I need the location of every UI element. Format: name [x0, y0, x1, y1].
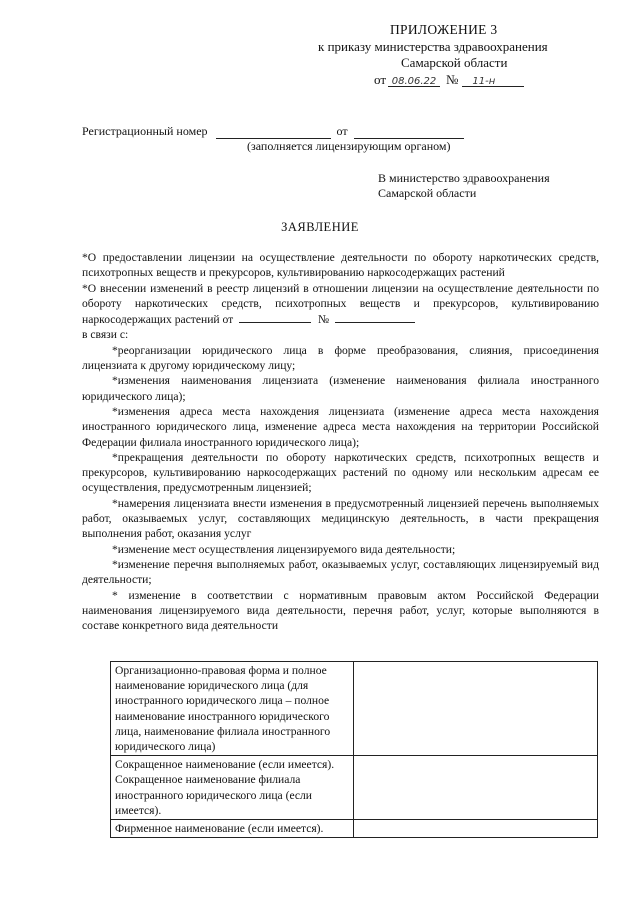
table-cell-label: Организационно-правовая форма и полное наименование юридического лица (для иностранного юридического лица – полное наименование иностранного юридического лица, наименование филиала иностранного юридического лица): [111, 662, 354, 756]
registration-date-field[interactable]: [354, 124, 464, 139]
reason-item: *изменения наименования лицензиата (изменение наименования филиала иностранного юридического лица);: [82, 374, 599, 403]
reason-item: *изменение перечня выполняемых работ, оказываемых услуг, составляющих лицензируемый вид деятельности;: [82, 557, 599, 587]
appendix-title: ПРИЛОЖЕНИЕ 3: [390, 22, 498, 37]
license-number-field[interactable]: [335, 311, 415, 323]
paragraph-license-grant: *О предоставлении лицензии на осуществление деятельности по обороту наркотических средств, психотропных веществ и прекурсоров, культивированию наркосодержащих растений: [82, 251, 599, 280]
order-number-field: [462, 72, 524, 87]
license-number-label: №: [318, 313, 330, 327]
registration-note: (заполняется лицензирующим органом): [247, 139, 451, 153]
table-cell-value[interactable]: [354, 820, 598, 838]
paragraph-reasons-intro: в связи с:: [82, 328, 129, 342]
document-title: ЗАЯВЛЕНИЕ: [281, 220, 359, 234]
registration-label: Регистрационный номер: [82, 124, 208, 138]
paragraph-registry-changes-text: *О внесении изменений в реестр лицензий в отношении лицензии на осуществление деятельности по обороту наркотических средств, психотропных веществ и прекурсоров, культивированию наркосодержащих растений от: [82, 281, 599, 327]
table-cell-label: Сокращенное наименование (если имеется). Сокращенное наименование филиала иностранного юридического лица (если имеется).: [111, 756, 354, 820]
number-label: №: [446, 72, 459, 87]
reason-item: *реорганизации юридического лица в форме преобразования, слияния, присоединения лицензиата к другому юридическому лицу;: [82, 343, 599, 373]
addressee-line-1: В министерство здравоохранения: [378, 171, 550, 185]
appendix-date-number-line: [374, 72, 524, 87]
registration-from-label: от: [336, 124, 348, 138]
reason-item: * изменение в соответствии с нормативным правовым актом Российской Федерации наименования лицензируемого вида деятельности, перечня работ, услуг, которые выполняются в составе конкретного вида деятельности: [82, 588, 599, 633]
table-cell-label: Фирменное наименование (если имеется).: [111, 820, 354, 838]
reason-item: *намерения лицензиата внести изменения в предусмотренный лицензией перечень выполняемых работ, оказываемых услуг, составляющих медицинскую деятельность, в части прекращения выполнения работ, оказания услуг: [82, 496, 599, 541]
applicant-info-table: [110, 661, 598, 838]
body-text: [82, 250, 599, 633]
addressee: [378, 171, 550, 201]
appendix-region-line: Самарской области: [401, 55, 508, 70]
paragraph-registry-changes: [82, 281, 599, 328]
registration-number-field[interactable]: [216, 124, 331, 139]
order-date-handwritten: 08.06.22: [391, 76, 437, 88]
table-row: [111, 820, 598, 838]
table-cell-value[interactable]: [354, 662, 598, 756]
reason-item: *прекращения деятельности по обороту наркотических средств, психотропных веществ и прекурсоров, культивированию наркосодержащих растений по одному или нескольким адресам ее осуществления, предусмотренным лицензией;: [82, 450, 599, 495]
reason-item: *изменения адреса места нахождения лицензиата (изменение адреса места нахождения иностранного юридического лица, изменение адреса места нахождения на территории Российской Федерации филиала иностранного юридического лица);: [82, 404, 599, 449]
table-cell-value[interactable]: [354, 756, 598, 820]
from-label: от: [374, 72, 387, 87]
table-row: [111, 662, 598, 756]
addressee-line-2: Самарской области: [378, 186, 477, 200]
appendix-order-line: к приказу министерства здравоохранения: [318, 39, 548, 54]
table-row: [111, 756, 598, 820]
registration-line: [82, 124, 464, 139]
order-number-handwritten: 11-н: [472, 76, 496, 88]
license-date-field[interactable]: [239, 311, 311, 323]
reason-item: *изменение мест осуществления лицензируемого вида деятельности;: [112, 542, 456, 556]
order-date-field: [388, 72, 440, 87]
